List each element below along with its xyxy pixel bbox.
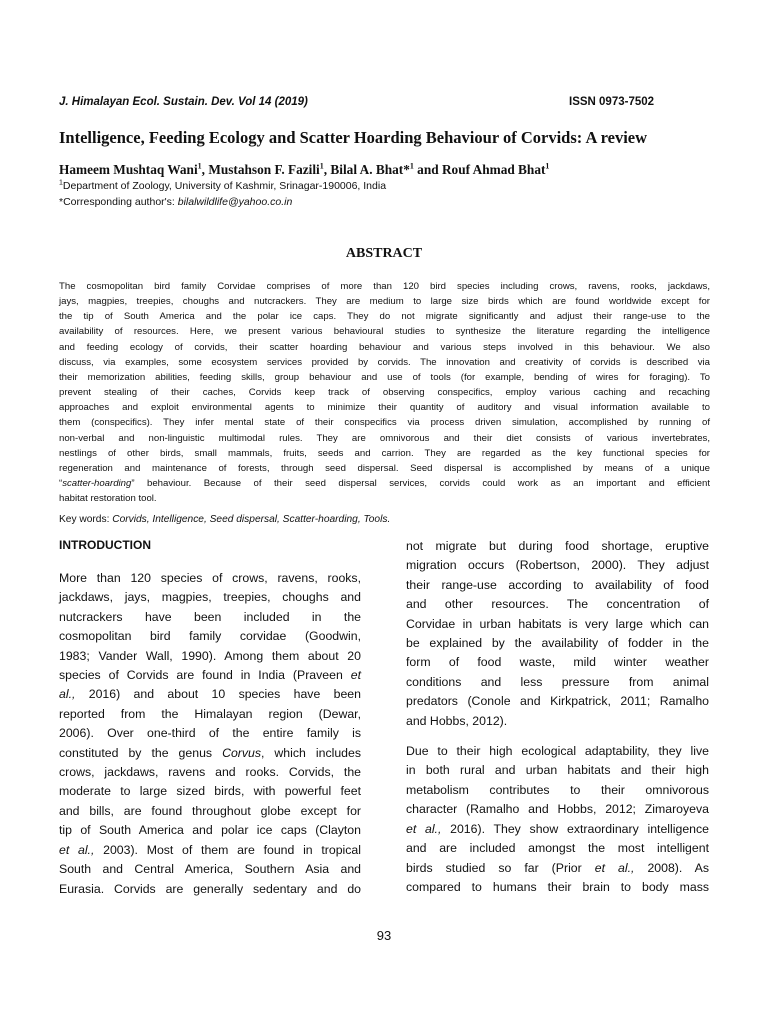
body-text: 2003). Most of them are found in tropical bbox=[94, 842, 362, 857]
corresponding-email: bilalwildlife@yahoo.co.in bbox=[177, 196, 293, 208]
body-line: Due to their high ecological adaptability, they live bbox=[406, 744, 709, 759]
body-text: 2016). They show extraordinary intelligence bbox=[441, 821, 710, 836]
keywords-values: Corvids, Intelligence, Seed dispersal, Scatter-hoarding, Tools. bbox=[112, 514, 391, 525]
author-name: Hameem Mushtaq Wani bbox=[59, 162, 198, 177]
author-name: Mustahson F. Fazili bbox=[208, 162, 320, 177]
keywords-label: Key words bbox=[59, 514, 107, 525]
abstract-line: them (conspecifics). They infer mental state of their conspecifics via process driven simulation, accomplished by running of bbox=[59, 417, 710, 429]
abstract-line: jays, magpies, treepies, choughs and nutcrackers. They are medium to large size birds which are found worldwide except for bbox=[59, 296, 710, 308]
citation-italic: et al., bbox=[594, 860, 635, 875]
body-line: tip of South America and polar ice caps (Clayton bbox=[59, 823, 361, 838]
abstract-line: and feeding ecology of corvids, their scatter hoarding behaviour and various steps involved in this behaviour. We also bbox=[59, 341, 710, 353]
body-text: birds studied so far (Prior bbox=[406, 860, 595, 875]
body-line: and Hobbs, 2012). bbox=[406, 713, 508, 728]
corresponding-author bbox=[59, 196, 292, 208]
body-line: More than 120 species of crows, ravens, rooks, bbox=[59, 571, 361, 585]
body-line bbox=[59, 841, 361, 860]
abstract-line: discuss, via examples, some ecosystem services provided by corvids. The innovation and creativity of corvids is described via bbox=[59, 356, 710, 368]
citation-italic: al., bbox=[59, 687, 76, 702]
body-line: 1983; Vander Wall, 1990). Among them about 20 bbox=[59, 648, 361, 663]
abstract-heading: ABSTRACT bbox=[345, 246, 423, 261]
body-line bbox=[59, 685, 361, 704]
abstract-line: their memorization abilities, feeding skills, group behaviour and use of tools (for example, bending of wires for foraging). To bbox=[59, 371, 710, 383]
abstract-line: regeneration and maintenance of forests, through seed dispersal. Seed dispersal is accomplished by means of a unique bbox=[59, 462, 710, 474]
citation-italic: et al., bbox=[406, 821, 442, 836]
introduction-heading: INTRODUCTION bbox=[59, 538, 151, 552]
body-line: in both rural and urban habitats and their high bbox=[406, 763, 709, 778]
abstract-line: non-verbal and non-linguistic multimodal rules. They are omnivorous and their diet consists of various invertebrates, bbox=[59, 432, 710, 444]
body-line: conditions and less pressure from animal bbox=[406, 674, 709, 689]
paper-title: Intelligence, Feeding Ecology and Scatter Hoarding Behaviour of Corvids: A review bbox=[59, 128, 648, 147]
body-line: migration occurs (Robertson, 2000). They adjust bbox=[406, 558, 709, 573]
body-line: character (Ramalho and Hobbs, 2012; Zimaroyeva bbox=[406, 802, 709, 817]
body-text: constituted by the genus bbox=[59, 745, 223, 760]
abstract-line-rest: ” behaviour. Because of their seed dispersal services, corvids could work as an important and efficient bbox=[131, 478, 710, 490]
affiliation-mark: 1 bbox=[59, 179, 63, 187]
body-line: South and Central America, Southern Asia and bbox=[59, 862, 361, 877]
body-line: reported from the Himalayan region (Dewar, bbox=[59, 706, 361, 721]
abstract-italic-term: scatter-hoarding bbox=[62, 478, 132, 490]
body-line bbox=[59, 666, 361, 685]
issn: ISSN 0973-7502 bbox=[569, 96, 655, 108]
body-line: crows, jackdaws, ravens and rooks. Corvids, the bbox=[59, 765, 361, 780]
abstract-line bbox=[59, 476, 710, 491]
abstract-line: availability of resources. Here, we present various behavioural studies to synthesize the literature regarding the intelligence bbox=[59, 326, 710, 338]
abstract-line: The cosmopolitan bird family Corvidae comprises of more than 120 bird species including crows, ravens, rooks, jackdaws, bbox=[59, 281, 710, 292]
keywords bbox=[59, 514, 390, 525]
author-affiliation-mark: 1 bbox=[197, 161, 202, 171]
body-line bbox=[406, 820, 709, 839]
paragraph-gap bbox=[406, 731, 709, 742]
author-list bbox=[59, 162, 549, 178]
abstract-line: the tip of South America and the polar ice caps. They do not migrate significantly and adjust their range-use to the bbox=[59, 311, 710, 323]
body-line: moderate to large sized birds, with powerful feet bbox=[59, 784, 361, 799]
abstract-line: prevent stealing of their caches, Corvids keep track of observing conspecifics, employ various caching and recaching bbox=[59, 387, 710, 399]
body-line: metabolism contributes to their omnivorous bbox=[406, 782, 709, 797]
abstract-body bbox=[59, 279, 710, 506]
right-column bbox=[406, 537, 709, 897]
keywords-colon: : bbox=[106, 514, 113, 525]
affiliation bbox=[59, 180, 386, 192]
body-text: , which includes bbox=[261, 745, 361, 760]
citation-italic: et al., bbox=[59, 842, 95, 857]
body-line: compared to humans their brain to body mass bbox=[406, 879, 709, 894]
author-separator: , bbox=[201, 162, 209, 177]
body-line: 2006). Over one-third of the entire family is bbox=[59, 726, 361, 741]
body-text: species of Corvids are found in India (Praveen bbox=[59, 668, 351, 683]
body-text: 2016) and about 10 species have been bbox=[75, 687, 361, 702]
author-affiliation-mark: 1 bbox=[319, 161, 324, 171]
author-separator: , bbox=[323, 162, 331, 177]
corresponding-label: *Corresponding author's: bbox=[59, 196, 178, 208]
body-line: their range-use according to availability of food bbox=[406, 577, 709, 592]
body-line bbox=[406, 859, 709, 878]
abstract-line: habitat restoration tool. bbox=[59, 493, 157, 505]
page-number: 93 bbox=[376, 928, 392, 943]
body-line: and are included amongst the most intelligent bbox=[406, 841, 709, 856]
body-line: nutcrackers have been included in the bbox=[59, 609, 361, 624]
body-line: be explained by the availability of fodder in the bbox=[406, 636, 709, 651]
author-separator: and bbox=[413, 162, 442, 177]
body-line: cosmopolitan bird family corvidae (Goodwin, bbox=[59, 629, 361, 644]
author-affiliation-mark: 1 bbox=[409, 161, 414, 171]
affiliation-text: Department of Zoology, University of Kashmir, Srinagar-190006, India bbox=[62, 180, 387, 192]
author-name: Bilal A. Bhat* bbox=[330, 162, 410, 177]
body-line: form of food waste, mild winter weather bbox=[406, 655, 709, 670]
body-line: Corvidae in urban habitats is very large which can bbox=[406, 616, 709, 631]
genus-italic: Corvus bbox=[222, 745, 262, 760]
body-text: 2008). As bbox=[634, 860, 709, 875]
left-column bbox=[59, 569, 361, 899]
abstract-quote-open: “ bbox=[59, 478, 63, 490]
body-line: jackdaws, jays, magpies, treepies, choughs and bbox=[59, 590, 361, 605]
abstract-line: nestlings of other birds, small mammals, fruits, seeds and carrion. They are regarded as the key functional species for bbox=[59, 447, 710, 459]
body-line bbox=[59, 744, 361, 763]
author-affiliation-mark: 1 bbox=[545, 161, 550, 171]
body-line: and bills, are found throughout globe except for bbox=[59, 803, 361, 818]
body-line: and other resources. The concentration of bbox=[406, 597, 709, 612]
author-name: Rouf Ahmad Bhat bbox=[441, 162, 546, 177]
abstract-line: approaches and exploit environmental agents to minimize their quantity of auditory and visual information available to bbox=[59, 402, 710, 414]
citation-italic: et bbox=[350, 668, 361, 683]
body-line: Eurasia. Corvids are generally sedentary and do bbox=[59, 881, 361, 896]
body-line: not migrate but during food shortage, eruptive bbox=[406, 539, 709, 553]
journal-citation: J. Himalayan Ecol. Sustain. Dev. Vol 14 (2019) bbox=[59, 96, 308, 108]
body-line: predators (Conole and Kirkpatrick, 2011; Ramalho bbox=[406, 694, 709, 709]
